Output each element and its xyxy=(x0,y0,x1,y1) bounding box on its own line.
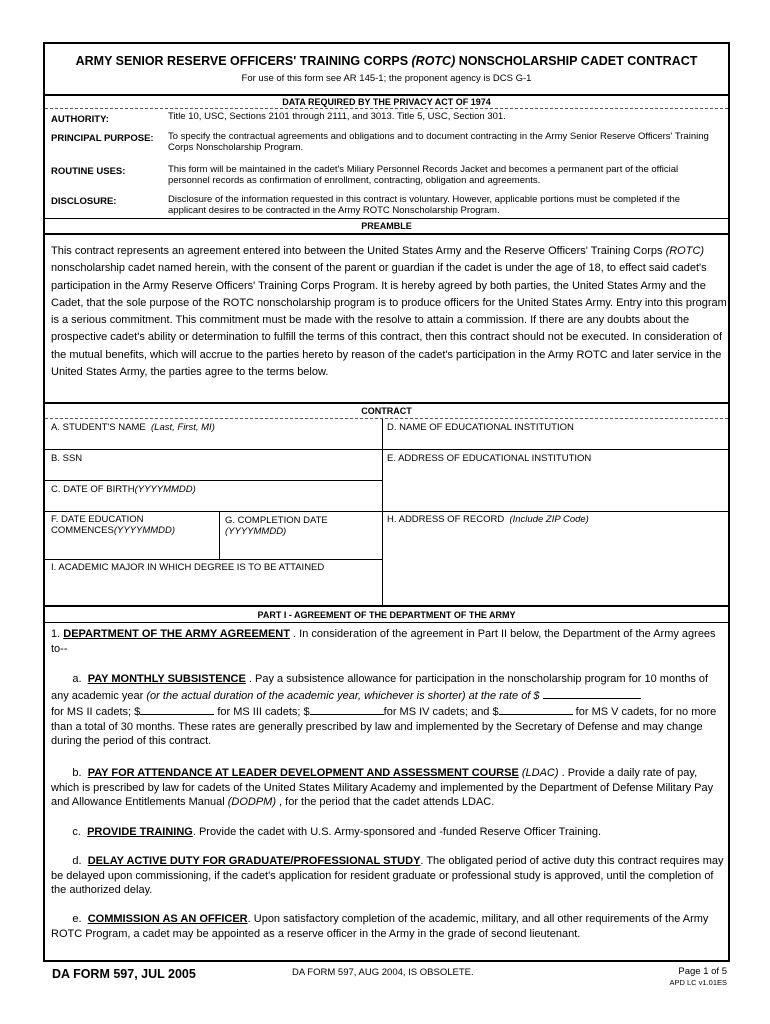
authority-text: Title 10, USC, Sections 2101 through 2111, and 3013. Title 5, USC, Section 301. xyxy=(168,111,506,122)
ssn-field[interactable]: B. SSN xyxy=(51,453,83,464)
preamble-heading: PREAMBLE xyxy=(361,221,412,231)
routine-uses-text: This form will be maintained in the cadet's Miliary Personnel Records Jacket and becomes a permanent part of the official personnel records as confirmation of enrollment, contracting, obligation and agreements. xyxy=(168,164,679,186)
purpose-label: PRINCIPAL PURPOSE: xyxy=(51,133,154,144)
routine-uses-label: ROUTINE USES: xyxy=(51,166,126,177)
version-label: APD LC v1.01ES xyxy=(669,978,727,987)
training-paragraph: c. PROVIDE TRAINING. Provide the cadet with U.S. Army-sponsored and -funded Reserve Officer Training. xyxy=(72,826,602,838)
divider xyxy=(45,108,728,109)
ms2-rate-blank[interactable] xyxy=(140,703,214,715)
subsistence-paragraph: a. PAY MONTHLY SUBSISTENCE . Pay a subsistence allowance for participation in the nonscholarship program for 10 months of any academic year (or the actual duration of the academic year, whichever is shorter) at the rate of $ for MS II cadets; $ for MS III cadets; $ for MS IV cadets; and $ for MS V cadets, for no more than a total of 30 months. These rates are generally prescribed by law and implemented by the Secretary of Defense and may change during the period of this contract. xyxy=(51,673,717,747)
part1-heading: PART I - AGREEMENT OF THE DEPARTMENT OF THE ARMY xyxy=(257,610,516,620)
academic-major-field[interactable]: I. ACADEMIC MAJOR IN WHICH DEGREE IS TO BE ATTAINED xyxy=(51,562,325,573)
divider xyxy=(45,218,728,219)
page-number: Page 1 of 5 xyxy=(678,966,727,977)
form-number: DA FORM 597, JUL 2005 xyxy=(52,967,196,981)
form-subtitle: For use of this form see AR 145-1; the proponent agency is DCS G-1 xyxy=(241,73,532,84)
divider xyxy=(45,480,382,481)
student-name-field[interactable]: A. STUDENT'S NAME (Last, First, MI) xyxy=(51,422,215,433)
commission-paragraph: e. COMMISSION AS AN OFFICER. Upon satisfactory completion of the academic, military, and all other requirements of the Army ROTC Program, a cadet may be appointed as a reserve officer in the Army in the grade of second lieutenant. xyxy=(51,913,709,940)
authority-label: AUTHORITY: xyxy=(51,114,109,125)
date-of-birth-field[interactable]: C. DATE OF BIRTH(YYYYMMDD) xyxy=(51,484,196,495)
divider xyxy=(45,402,728,404)
rate-blank[interactable] xyxy=(543,687,641,699)
ldac-paragraph: b. PAY FOR ATTENDANCE AT LEADER DEVELOPMENT AND ASSESSMENT COURSE (LDAC) . Provide a daily rate of pay, which is prescribed by law for cadets of the United States Military Academy and implemented by the Department of Defense Military Pay and Allowance Entitlements Manual (DODPM) , for the period that the cadet attends LDAC. xyxy=(51,767,714,808)
disclosure-text: Disclosure of the information requested in this contract is voluntary. However, applicable portions must be completed if the applicant desires to be contracted in the Army ROTC Nonscholarship Program. xyxy=(168,194,681,216)
column-divider xyxy=(382,419,383,605)
column-divider xyxy=(219,511,220,559)
preamble-text: This contract represents an agreement entered into between the United States Army and the Reserve Officers' Training Corps (ROTC) nonscholarship cadet named herein, with the consent of the parent or guardian if the cadet is under the age of 18, to effect said cadet's participation in the Army Reserve Officers' Training Corps Program. It is hereby agreed by both parties, the United States Army and the Cadet, that the sole purpose of the ROTC nonscholarship program is to produce officers for the United States Army. Entry into this program is a serious commitment. This commitment must be made with the resolve to attain a commission. If there are any doubts about the prospective cadet's ability or determination to fulfill the terms of this contract, then this contract should not be executed. In consideration of the mutual benefits, which will accrue to the parties hereto by reason of the cadet's participation in the Army ROTC and later service in the United States Army, the parties agree to the terms below. xyxy=(51,245,727,379)
address-of-record-field[interactable]: H. ADDRESS OF RECORD (Include ZIP Code) xyxy=(387,514,589,525)
divider xyxy=(45,94,728,96)
privacy-heading: DATA REQUIRED BY THE PRIVACY ACT OF 1974 xyxy=(282,97,491,107)
disclosure-label: DISCLOSURE: xyxy=(51,196,117,207)
obsolete-notice: DA FORM 597, AUG 2004, IS OBSOLETE. xyxy=(292,967,474,978)
form-title: ARMY SENIOR RESERVE OFFICERS' TRAINING CORPS (ROTC) NONSCHOLARSHIP CADET CONTRACT xyxy=(75,54,698,68)
divider xyxy=(45,233,728,235)
divider xyxy=(45,511,728,512)
completion-date-field[interactable]: G. COMPLETION DATE (YYYYMMDD) xyxy=(225,515,328,537)
army-agreement-paragraph: 1. DEPARTMENT OF THE ARMY AGREEMENT . In consideration of the agreement in Part II below, the Department of the Army agrees to-- xyxy=(51,628,716,655)
institution-name-field[interactable]: D. NAME OF EDUCATIONAL INSTITUTION xyxy=(387,422,574,433)
divider xyxy=(382,449,728,450)
ms4-rate-blank[interactable] xyxy=(499,703,573,715)
divider xyxy=(45,605,728,607)
divider xyxy=(45,449,382,450)
divider xyxy=(45,418,728,419)
divider xyxy=(45,559,382,560)
ms3-rate-blank[interactable] xyxy=(310,703,384,715)
education-commences-field[interactable]: F. DATE EDUCATION COMMENCES(YYYYMMDD) xyxy=(51,514,176,536)
contract-heading: CONTRACT xyxy=(361,406,412,416)
institution-address-field[interactable]: E. ADDRESS OF EDUCATIONAL INSTITUTION xyxy=(387,453,592,464)
delay-active-duty-paragraph: d. DELAY ACTIVE DUTY FOR GRADUATE/PROFESSIONAL STUDY. The obligated period of active duty this contract requires may be delayed upon commissioning, if the cadet's application for resident graduate or professional study is approved, until the completion of the authorized delay. xyxy=(51,855,724,896)
divider xyxy=(45,622,728,623)
purpose-text: To specify the contractual agreements and obligations and to document contracting in the Army Senior Reserve Officers' Training Corps Nonscholarship Program. xyxy=(168,131,709,153)
